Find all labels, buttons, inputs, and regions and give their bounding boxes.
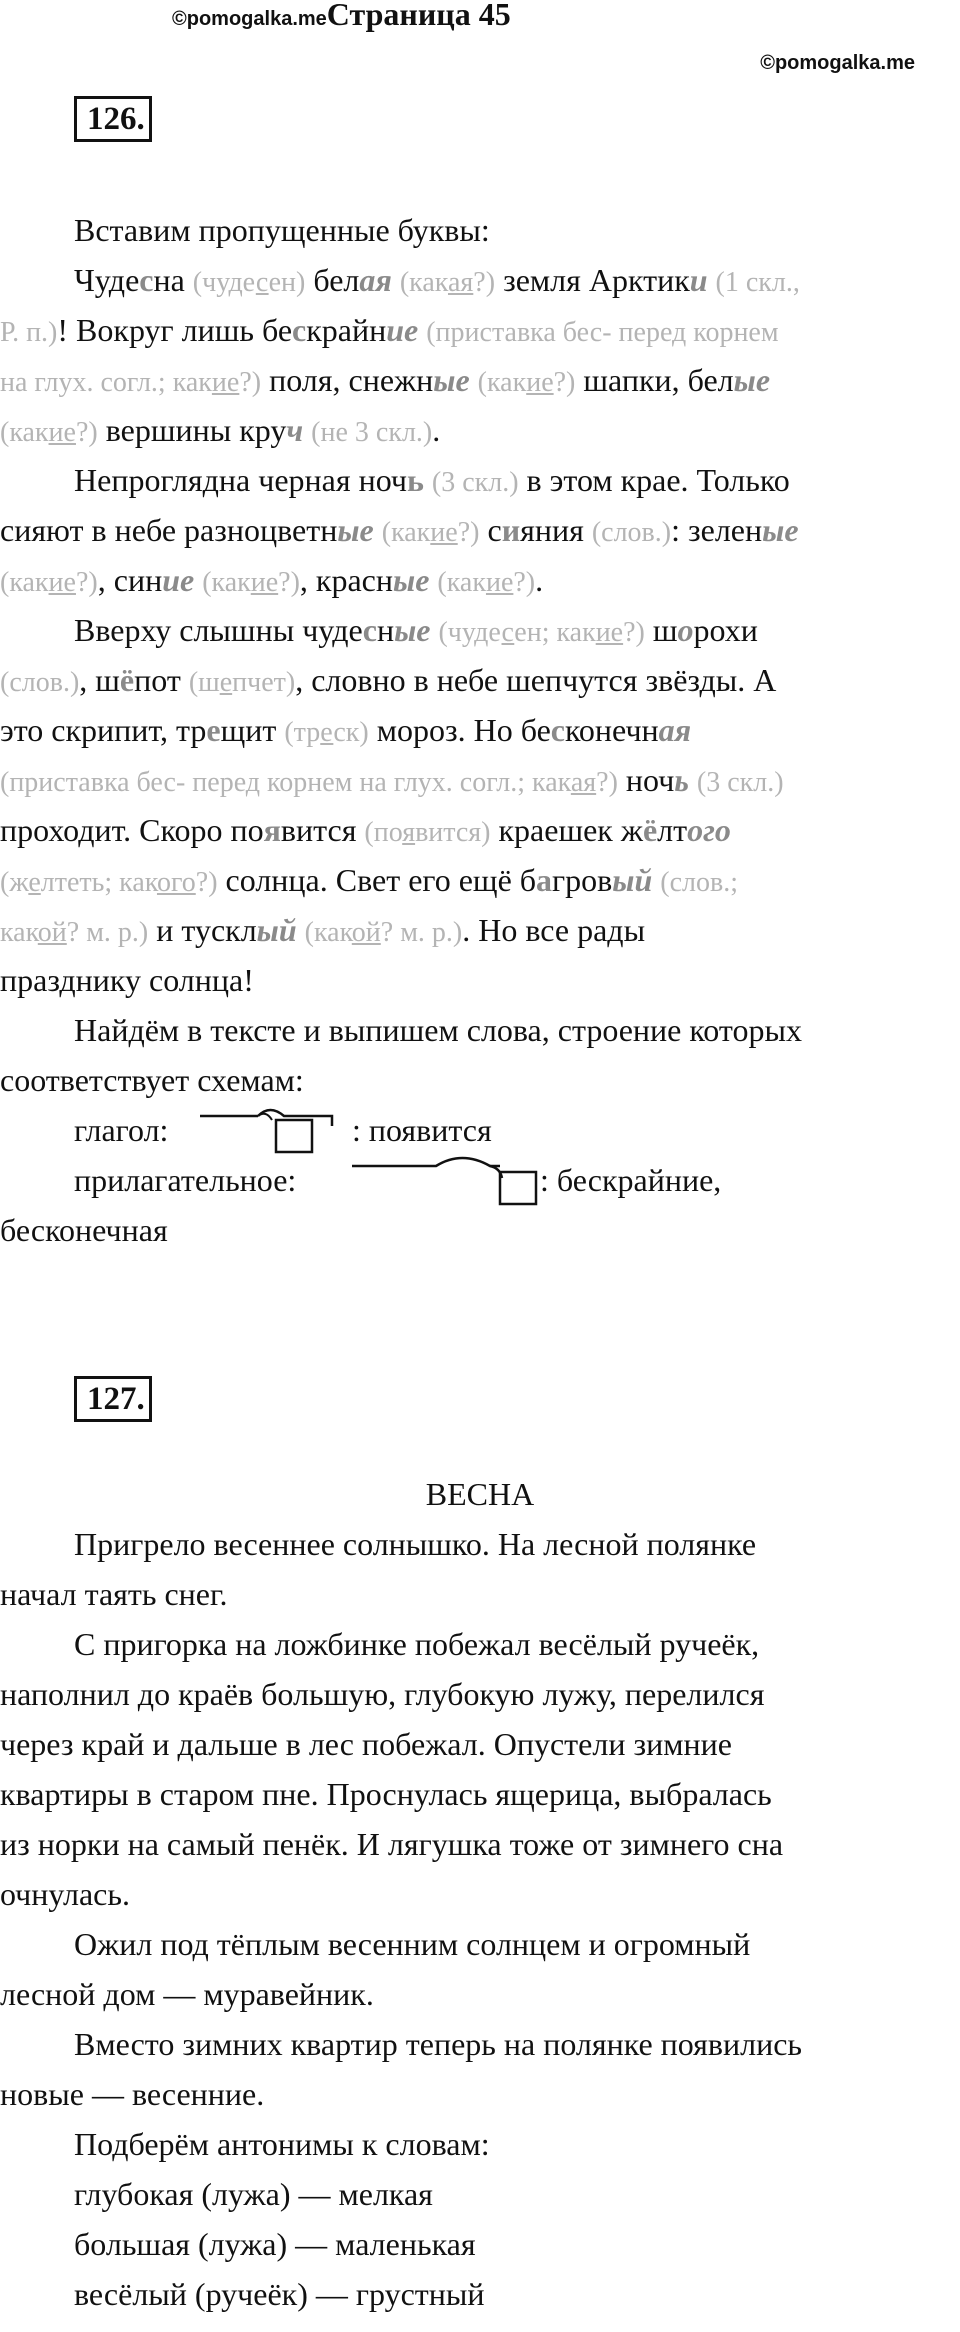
text-title: ВЕСНА [425,1476,535,1512]
watermark-right: ©pomogalka.me [760,52,915,74]
text-line: начал таять снег. [0,1576,228,1612]
watermark: ©pomogalka.me [172,8,327,30]
scheme-adj-example: : бескрайние, [540,1162,722,1198]
scheme-adj-label: прилагательное: [74,1162,297,1198]
text-line: наполнил до краёв большую, глубокую лужу, перелился [0,1676,765,1712]
exercise-number-126: 126. [74,96,152,142]
text-line: Пригрело весеннее солнышко. На лесной полянке [74,1526,757,1562]
text-line: Вместо зимних квартир теперь на полянке появились [74,2026,803,2062]
exercise-intro: Вставим пропущенные буквы: [74,212,490,248]
page-header [172,0,511,33]
text-line: квартиры в старом пне. Проснулась ящерица, выбралась [0,1776,772,1812]
antonym-line: глубокая (лужа) — мелкая [74,2176,433,2212]
text-line: Подберём антонимы к словам: [74,2126,490,2162]
task-text-cont: соответствует схемам: [0,1062,304,1098]
verb-morpheme-scheme [196,1106,356,1158]
page-title: Страница 45 [326,0,511,32]
text-line: новые — весенние. [0,2076,265,2112]
text-line: Ожил под тёплым весенним солнцем и огромный [74,1926,751,1962]
exercise-number-127: 127. [74,1376,152,1422]
scheme-verb-example: : появится [352,1112,492,1148]
text-line: лесной дом — муравейник. [0,1976,374,2012]
antonym-line: весёлый (ручеёк) — грустный [74,2276,485,2312]
scheme-verb-label: глагол: [74,1112,169,1148]
text-line: через край и дальше в лес побежал. Опустели зимние [0,1726,732,1762]
text-line: из норки на самый пенёк. И лягушка тоже от зимнего сна [0,1826,784,1862]
text-line: очнулась. [0,1876,130,1912]
task-text: Найдём в тексте и выпишем слова, строение которых [74,1012,802,1048]
adjective-morpheme-scheme [350,1156,550,1208]
scheme-adj-example-cont: бесконечная [0,1212,168,1248]
antonym-line: большая (лужа) — маленькая [74,2226,476,2262]
text-line: С пригорка на ложбинке побежал весёлый ручеёк, [74,1626,760,1662]
